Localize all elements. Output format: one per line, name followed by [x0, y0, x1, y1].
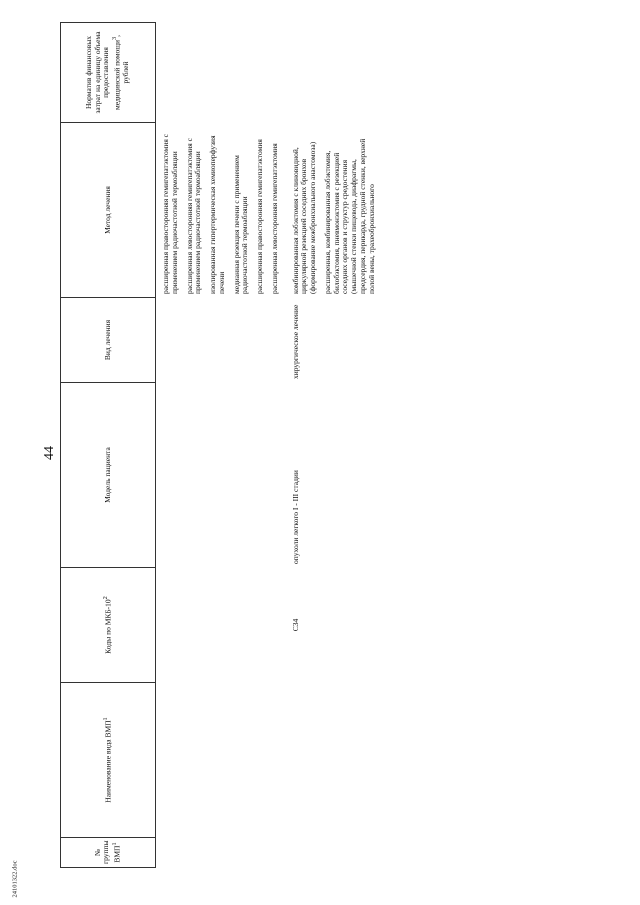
icd-code-cell: C34	[290, 618, 300, 632]
method-item: расширенная, комбинированная лобэктомия, билобэктомия, пневмонэктомия с резекцией соседних органов и структур средостения (мышечной стенки пищевода, диафрагмы, предсердия, перикарда, грудной стенки, верхней полой вены, трахеобронхиального	[322, 138, 376, 294]
method-item: расширенная правосторонняя гемигепатэктомия с применением радиочастотной термоабляции	[161, 134, 179, 294]
method-item: расширенная правосторонняя гемигепатэктомия	[255, 139, 265, 294]
header-vmp-name: Наименование вида ВМП$^1$	[61, 683, 156, 838]
vmp-table	[60, 22, 383, 868]
patient-model-cell: опухоли легкого I - III стадии	[290, 470, 300, 564]
method-item: изолированная гипертермическая хемиоперфузия печени	[208, 135, 226, 294]
footer-document-reference-text: 24101322.doc	[11, 860, 19, 898]
method-item: расширенная левосторонняя гемигепатэктомия	[269, 143, 279, 294]
method-item: расширенная левосторонняя гемигепатэктомия с применением радиочастотной термоабляции	[184, 138, 203, 294]
table-row-c34	[286, 23, 383, 868]
table-header-row	[61, 23, 156, 868]
page-number	[38, 433, 62, 473]
method-item: медианная резекция печени с применением радиочастотной термоабляции	[231, 155, 250, 294]
header-patient-model: Модель пациента	[61, 383, 156, 568]
method-item: комбинированная лобэктомия с клиновидной, циркулярной резекцией соседних бронхов (формирование межбронхиального анастомоза)	[290, 141, 318, 294]
treatment-methods-cell	[286, 123, 383, 298]
vmp-table-frame	[60, 23, 376, 868]
page-number-text: 44	[42, 446, 57, 460]
treatment-type-cell: хирургическое лечение	[290, 304, 300, 379]
header-group-number: № группы ВМП$^1$	[61, 838, 156, 868]
header-icd-codes: Коды по МКБ-$10^2$	[61, 568, 156, 683]
header-treatment-method: Метод лечения	[61, 123, 156, 298]
table-row-continuation	[156, 23, 286, 868]
continuation-methods-cell	[156, 123, 286, 298]
rotated-table-container	[60, 23, 376, 868]
header-cost-norm: Норматив финансовых затрат на единицу объема предоставления медицинской помощи$^3$, рублей	[61, 23, 156, 123]
header-treatment-type: Вид лечения	[61, 298, 156, 383]
footer-document-reference	[8, 859, 22, 899]
